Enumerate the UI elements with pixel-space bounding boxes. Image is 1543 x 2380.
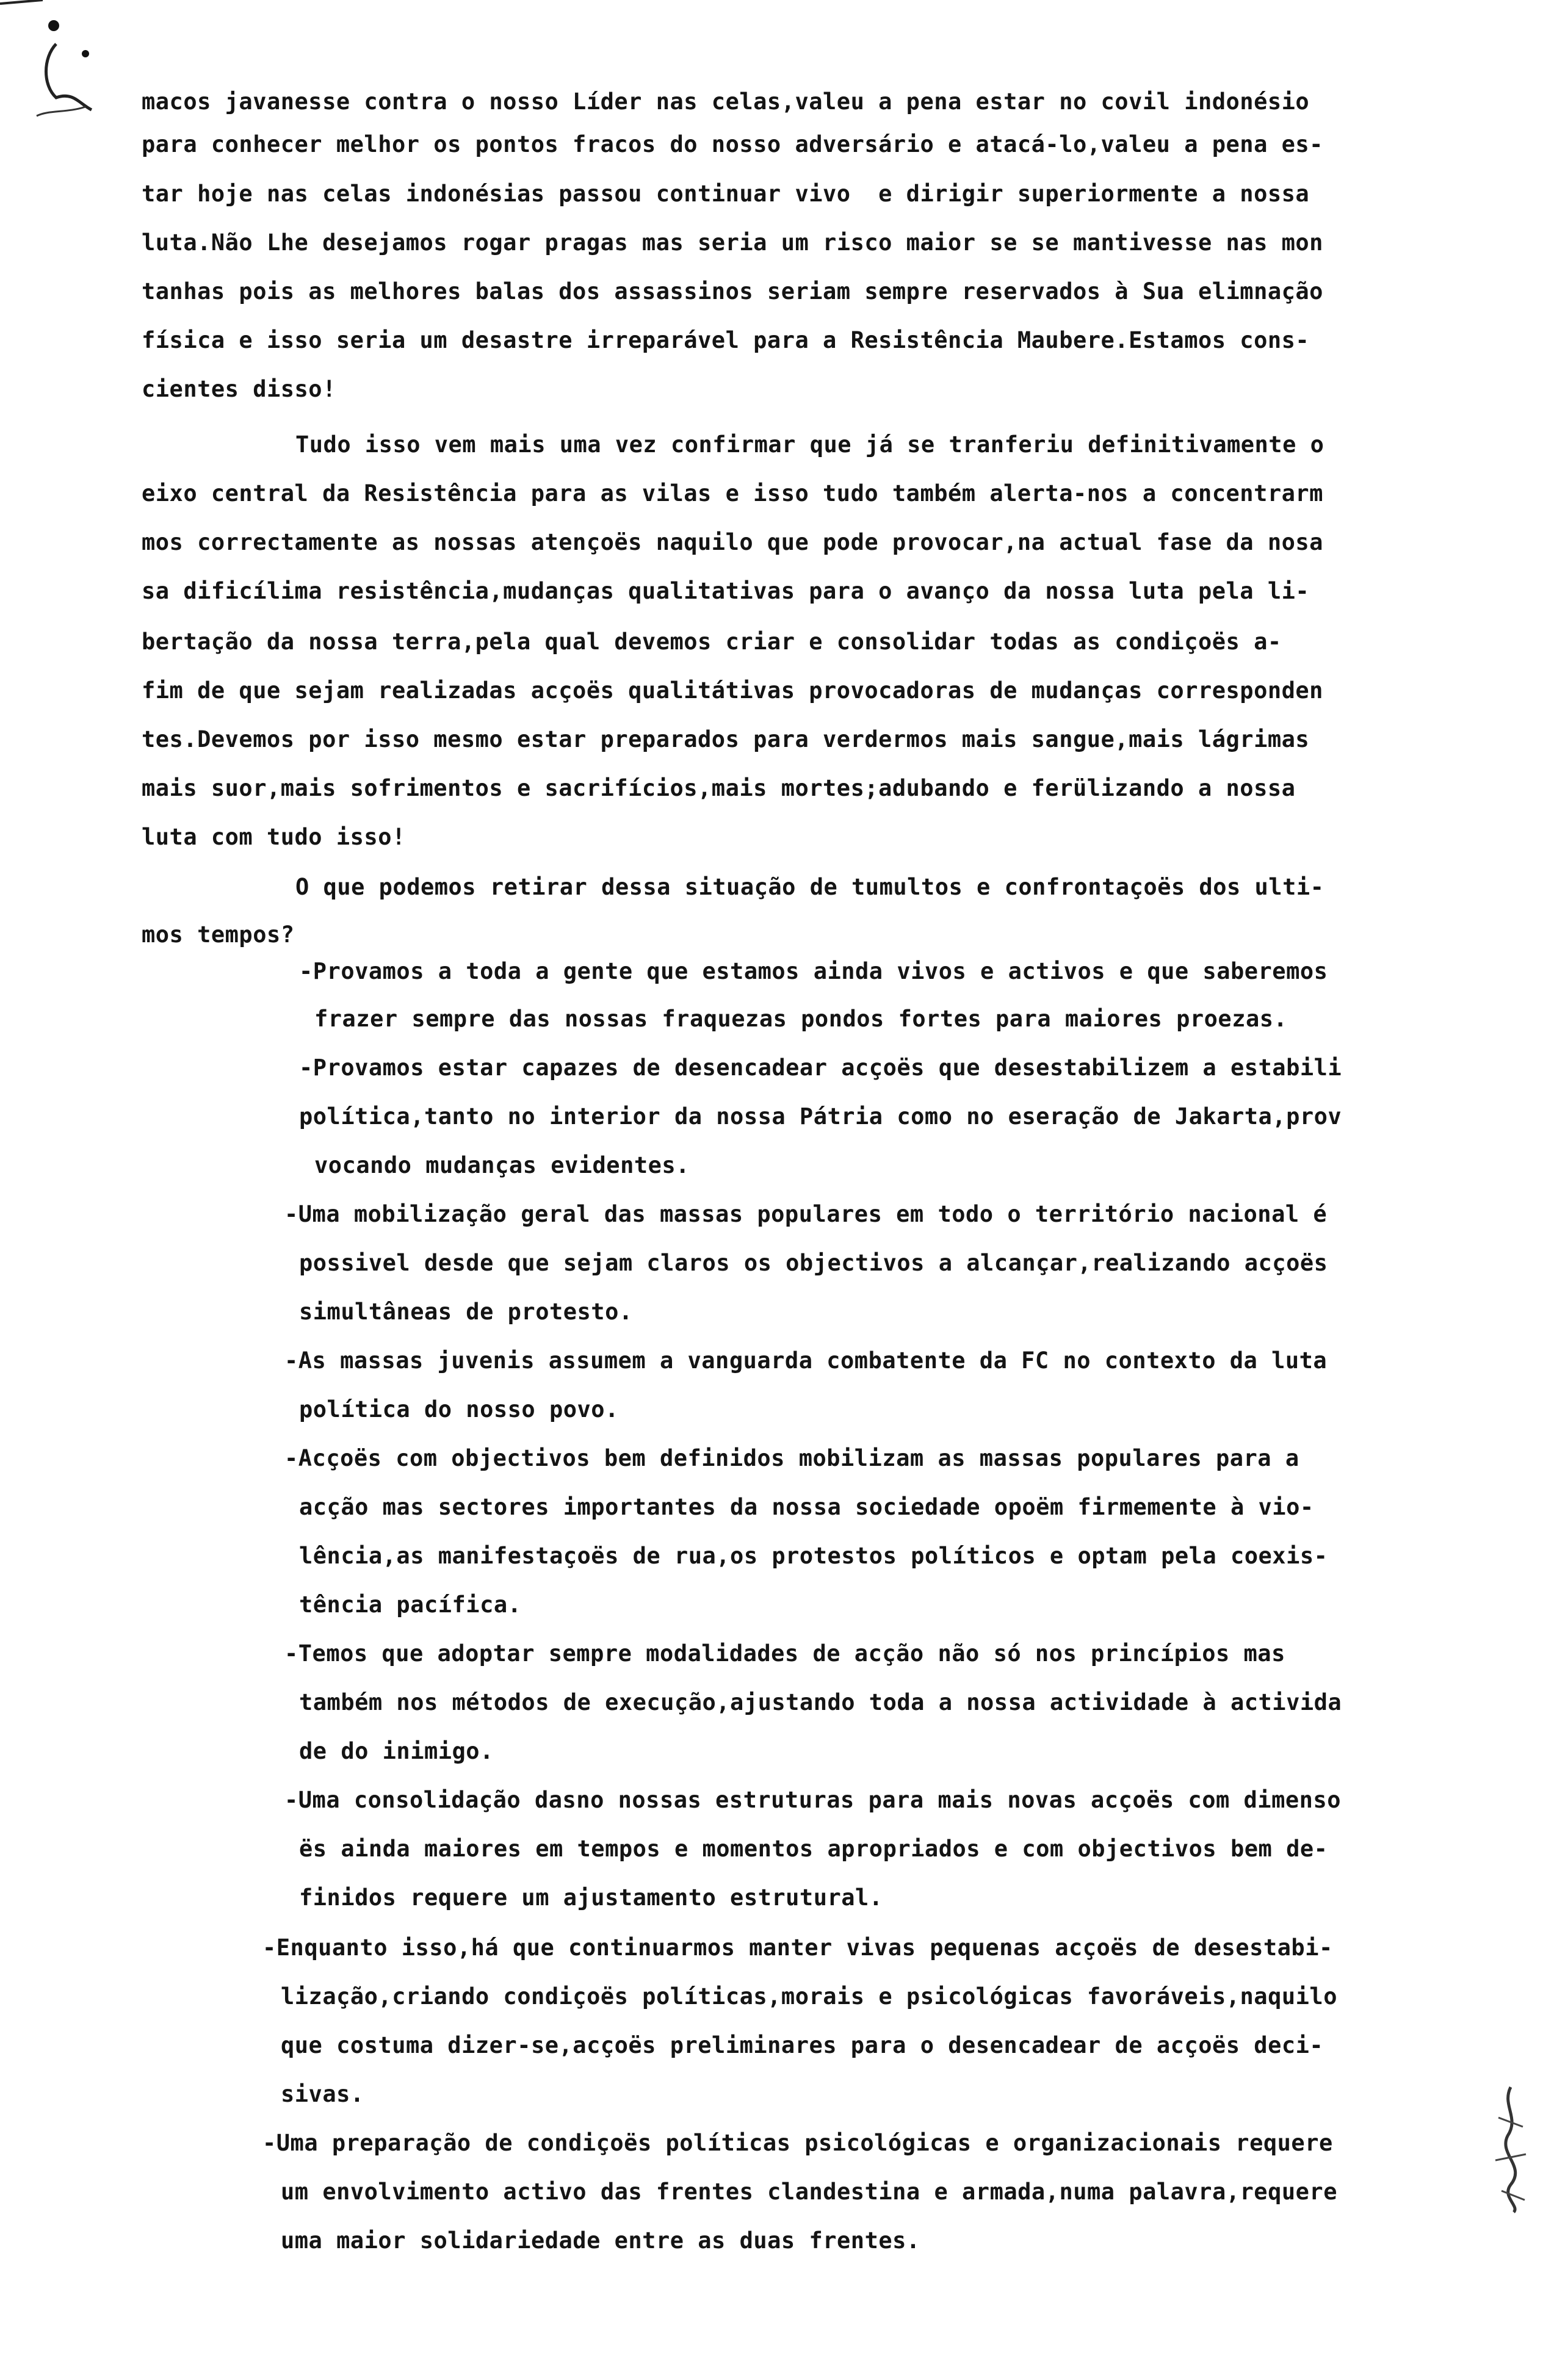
text-line: Tudo isso vem mais uma vez confirmar que já se tranferiu definitivamente o	[295, 431, 1324, 458]
bullet-line: -Uma consolidação dasno nossas estruturas para mais novas acçoës com dimenso	[284, 1787, 1341, 1813]
margin-stamp-mark	[1483, 2081, 1538, 2215]
text-line: para conhecer melhor os pontos fracos do nosso adversário e atacá-lo,valeu a pena es-	[142, 131, 1323, 157]
bullet-line: ës ainda maiores em tempos e momentos apropriados e com objectivos bem de-	[299, 1836, 1328, 1862]
text-line: bertação da nossa terra,pela qual devemos criar e consolidar todas as condiçoës a-	[142, 629, 1282, 655]
text-line: tanhas pois as melhores balas dos assassinos seriam sempre reservados à Sua elimnação	[142, 278, 1323, 305]
bullet-line: -Temos que adoptar sempre modalidades de acção não só nos princípios mas	[284, 1640, 1285, 1667]
bullet-line: uma maior solidariedade entre as duas frentes.	[281, 2227, 920, 2254]
bullet-line: -Enquanto isso,há que continuarmos manter vivas pequenas acçoës de desestabi-	[262, 1935, 1333, 1961]
bullet-line: -Acçoës com objectivos bem definidos mobilizam as massas populares para a	[284, 1445, 1299, 1471]
bullet-line: possivel desde que sejam claros os objectivos a alcançar,realizando acçoës	[299, 1250, 1328, 1276]
bullet-line: lência,as manifestaçoës de rua,os protestos políticos e optam pela coexis-	[299, 1543, 1328, 1569]
bullet-line: política do nosso povo.	[299, 1396, 619, 1423]
text-line: física e isso seria um desastre irreparável para a Resistência Maubere.Estamos cons-	[142, 327, 1310, 353]
bullet-line: frazer sempre das nossas fraquezas pondos fortes para maiores proezas.	[314, 1006, 1288, 1032]
bullet-line: -Uma preparação de condiçoës políticas psicológicas e organizacionais requere	[262, 2130, 1333, 2156]
bullet-line: um envolvimento activo das frentes clandestina e armada,numa palavra,requere	[281, 2179, 1337, 2205]
text-line: luta.Não Lhe desejamos rogar pragas mas seria um risco maior se se mantivesse nas mon	[142, 229, 1323, 256]
bullet-line: de do inimigo.	[299, 1738, 494, 1764]
bullet-line: tência pacífica.	[299, 1592, 522, 1618]
bullet-line: que costuma dizer-se,acçoës preliminares para o desencadear de acçoës deci-	[281, 2032, 1324, 2058]
bullet-line: política,tanto no interior da nossa Pátria como no eseração de Jakarta,prov	[299, 1103, 1342, 1130]
bullet-line: -Provamos estar capazes de desencadear acçoës que desestabilizem a estabili	[299, 1055, 1342, 1081]
bullet-line: também nos métodos de execução,ajustando toda a nossa actividade à activida	[299, 1689, 1342, 1715]
bullet-line: vocando mudanças evidentes.	[314, 1152, 690, 1178]
text-line: O que podemos retirar dessa situação de tumultos e confrontaçoës dos ulti-	[295, 874, 1324, 900]
text-line: tar hoje nas celas indonésias passou continuar vivo e dirigir superiormente a nossa	[142, 181, 1310, 207]
bullet-line: simultâneas de protesto.	[299, 1299, 633, 1325]
text-line: cientes disso!	[142, 376, 336, 402]
bullet-line: lização,criando condiçoës políticas,morais e psicológicas favoráveis,naquilo	[281, 1983, 1337, 2010]
bullet-line: -Provamos a toda a gente que estamos ainda vivos e activos e que saberemos	[299, 958, 1328, 984]
text-line: mos correctamente as nossas atençoës naquilo que pode provocar,na actual fase da nosa	[142, 529, 1323, 555]
corner-stamp-mark	[0, 0, 122, 146]
text-line: sa dificílima resistência,mudanças qualitativas para o avanço da nossa luta pela li-	[142, 578, 1310, 604]
bullet-line: -Uma mobilização geral das massas populares em todo o território nacional é	[284, 1201, 1328, 1227]
bullet-line: -As massas juvenis assumem a vanguarda combatente da FC no contexto da luta	[284, 1347, 1328, 1374]
text-line: mos tempos?	[142, 921, 295, 948]
bullet-line: acção mas sectores importantes da nossa sociedade opoëm firmemente à vio-	[299, 1494, 1314, 1520]
bullet-line: finidos requere um ajustamento estrutural.	[299, 1884, 883, 1911]
text-line: fim de que sejam realizadas acçoës qualitátivas provocadoras de mudanças corresponden	[142, 677, 1323, 704]
bullet-line: sivas.	[281, 2081, 364, 2107]
text-line: macos javanesse contra o nosso Líder nas celas,valeu a pena estar no covil indonésio	[142, 88, 1310, 115]
text-line: eixo central da Resistência para as vilas e isso tudo também alerta-nos a concentrarm	[142, 480, 1323, 507]
text-line: mais suor,mais sofrimentos e sacrifícios,mais mortes;adubando e ferülizando a nossa	[142, 775, 1296, 801]
text-line: tes.Devemos por isso mesmo estar preparados para verdermos mais sangue,mais lágrimas	[142, 726, 1310, 752]
text-line: luta com tudo isso!	[142, 824, 406, 850]
